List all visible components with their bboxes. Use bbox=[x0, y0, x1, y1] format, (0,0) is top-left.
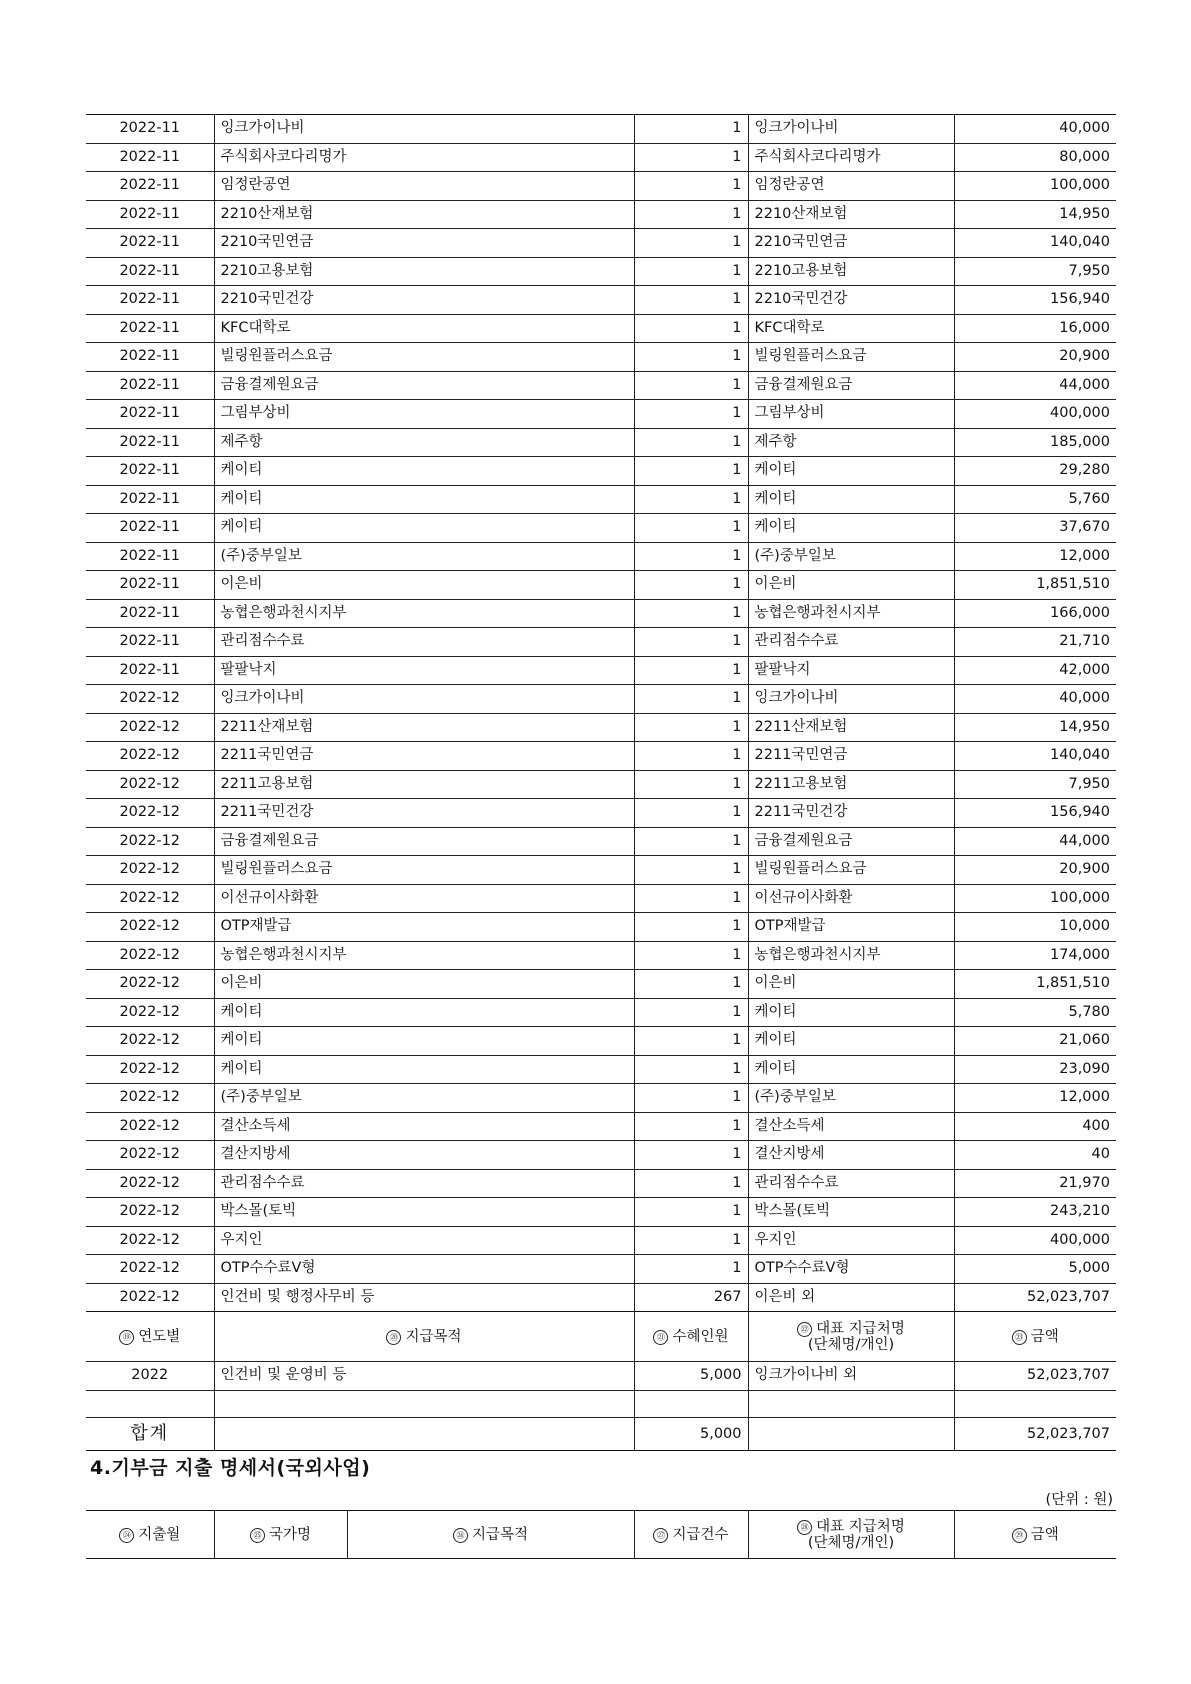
cell-count: 1 bbox=[634, 742, 748, 771]
cell-count: 1 bbox=[634, 856, 748, 885]
cell-month: 2022-11 bbox=[86, 400, 214, 429]
cell-purpose: 2210국민연금 bbox=[214, 229, 634, 258]
cell-purpose: OTP재발급 bbox=[214, 913, 634, 942]
cell-purpose: (주)중부일보 bbox=[214, 542, 634, 571]
cell-purpose: 케이티 bbox=[214, 514, 634, 543]
cell-month: 2022-12 bbox=[86, 941, 214, 970]
table-row bbox=[86, 314, 1116, 343]
cell-amount: 16,000 bbox=[954, 314, 1116, 343]
cell-count: 1 bbox=[634, 542, 748, 571]
table-row bbox=[86, 485, 1116, 514]
table-row bbox=[86, 742, 1116, 771]
cell-payee: (주)중부일보 bbox=[748, 542, 954, 571]
cell-purpose: KFC대학로 bbox=[214, 314, 634, 343]
table-row bbox=[86, 1055, 1116, 1084]
cell-amount: 156,940 bbox=[954, 799, 1116, 828]
table-row bbox=[86, 884, 1116, 913]
cell-month: 2022-12 bbox=[86, 1112, 214, 1141]
cell-purpose: 케이티 bbox=[214, 998, 634, 1027]
cell-payee: 2211국민연금 bbox=[748, 742, 954, 771]
cell-payee: 결산소득세 bbox=[748, 1112, 954, 1141]
cell-purpose: 2210산재보험 bbox=[214, 200, 634, 229]
table-row bbox=[86, 1255, 1116, 1284]
cell-amount: 21,970 bbox=[954, 1169, 1116, 1198]
table-row bbox=[86, 400, 1116, 429]
cell-amount: 400,000 bbox=[954, 400, 1116, 429]
cell-month: 2022-12 bbox=[86, 1141, 214, 1170]
table-row bbox=[86, 371, 1116, 400]
table-row bbox=[86, 913, 1116, 942]
cell-count: 1 bbox=[634, 172, 748, 201]
total-label: 합계 bbox=[86, 1418, 214, 1451]
cell-count: 1 bbox=[634, 1055, 748, 1084]
expense-rows bbox=[86, 115, 1116, 1312]
cell-amount: 44,000 bbox=[954, 827, 1116, 856]
cell-count: 1 bbox=[634, 457, 748, 486]
cell-amount: 5,000 bbox=[954, 1255, 1116, 1284]
cell-purpose: 우지인 bbox=[214, 1226, 634, 1255]
cell-payee: KFC대학로 bbox=[748, 314, 954, 343]
cell-count: 1 bbox=[634, 314, 748, 343]
cell-month: 2022-11 bbox=[86, 200, 214, 229]
cell-month: 2022-11 bbox=[86, 599, 214, 628]
cell-month: 2022-12 bbox=[86, 770, 214, 799]
cell-month: 2022-12 bbox=[86, 1055, 214, 1084]
cell-month: 2022-12 bbox=[86, 998, 214, 1027]
cell-purpose: 2211고용보험 bbox=[214, 770, 634, 799]
cell-purpose: 잉크가이나비 bbox=[214, 685, 634, 714]
cell-amount: 140,040 bbox=[954, 742, 1116, 771]
cell-count: 1 bbox=[634, 599, 748, 628]
cell-purpose: 팔팔낙지 bbox=[214, 656, 634, 685]
cell-month: 2022-12 bbox=[86, 1027, 214, 1056]
cell-purpose: 케이티 bbox=[214, 1027, 634, 1056]
marker-icon: ㉗ bbox=[653, 1528, 668, 1543]
cell-purpose: 금융결제원요금 bbox=[214, 827, 634, 856]
table-row bbox=[86, 685, 1116, 714]
cell-count: 1 bbox=[634, 1255, 748, 1284]
cell-month: 2022-12 bbox=[86, 1084, 214, 1113]
cell-amount: 100,000 bbox=[954, 172, 1116, 201]
cell-amount: 156,940 bbox=[954, 286, 1116, 315]
cell-count: 1 bbox=[634, 200, 748, 229]
cell-count: 1 bbox=[634, 970, 748, 999]
cell-month: 2022-11 bbox=[86, 514, 214, 543]
table-row bbox=[86, 1112, 1116, 1141]
cell-count: 1 bbox=[634, 913, 748, 942]
cell-count: 1 bbox=[634, 1084, 748, 1113]
cell-payee: 2210산재보험 bbox=[748, 200, 954, 229]
table-row bbox=[86, 713, 1116, 742]
cell-purpose: 2211산재보험 bbox=[214, 713, 634, 742]
table-row bbox=[86, 514, 1116, 543]
header-country: ㉕ 국가명 bbox=[214, 1511, 347, 1559]
cell-month: 2022-12 bbox=[86, 1283, 214, 1312]
cell-amount: 40,000 bbox=[954, 685, 1116, 714]
empty-row bbox=[86, 1390, 1116, 1418]
cell-month: 2022-11 bbox=[86, 428, 214, 457]
cell-amount: 29,280 bbox=[954, 457, 1116, 486]
table-row bbox=[86, 115, 1116, 144]
cell-purpose: (주)중부일보 bbox=[214, 1084, 634, 1113]
cell-amount: 1,851,510 bbox=[954, 571, 1116, 600]
cell-amount: 52,023,707 bbox=[954, 1283, 1116, 1312]
cell-month: 2022-11 bbox=[86, 343, 214, 372]
cell-purpose: 금융결제원요금 bbox=[214, 371, 634, 400]
section-4-title: 4.기부금 지출 명세서(국외사업) bbox=[90, 1457, 371, 1479]
cell-purpose: 관리점수수료 bbox=[214, 628, 634, 657]
cell-month: 2022-12 bbox=[86, 742, 214, 771]
cell-payee: 임정란공연 bbox=[748, 172, 954, 201]
cell-purpose: 그림부상비 bbox=[214, 400, 634, 429]
cell-purpose: 인건비 및 행정사무비 등 bbox=[214, 1283, 634, 1312]
cell-month: 2022-12 bbox=[86, 799, 214, 828]
cell-payee: 2211고용보험 bbox=[748, 770, 954, 799]
cell-month: 2022-11 bbox=[86, 485, 214, 514]
table-row bbox=[86, 1084, 1116, 1113]
cell-count: 1 bbox=[634, 1198, 748, 1227]
cell-payee: 결산지방세 bbox=[748, 1141, 954, 1170]
cell-payee: 2211국민건강 bbox=[748, 799, 954, 828]
cell-month: 2022-11 bbox=[86, 571, 214, 600]
marker-icon: ㉒ bbox=[797, 1322, 812, 1337]
cell-purpose: 임정란공연 bbox=[214, 172, 634, 201]
cell-payee: 박스몰(토빅 bbox=[748, 1198, 954, 1227]
cell-payee: 농협은행과천시지부 bbox=[748, 941, 954, 970]
cell-amount: 1,851,510 bbox=[954, 970, 1116, 999]
cell-amount: 14,950 bbox=[954, 200, 1116, 229]
marker-icon: ㉓ bbox=[1012, 1330, 1027, 1345]
table-row bbox=[86, 941, 1116, 970]
cell-payee: 이은비 bbox=[748, 571, 954, 600]
cell-payee: 빌링원플러스요금 bbox=[748, 856, 954, 885]
cell-payee: 이선규이사화환 bbox=[748, 884, 954, 913]
cell-amount: 40 bbox=[954, 1141, 1116, 1170]
cell-amount: 20,900 bbox=[954, 343, 1116, 372]
cell-month: 2022-11 bbox=[86, 542, 214, 571]
table-row bbox=[86, 571, 1116, 600]
cell-purpose: 빌링원플러스요금 bbox=[214, 856, 634, 885]
cell-payee: 관리점수수료 bbox=[748, 1169, 954, 1198]
yearly-beneficiaries: 5,000 bbox=[634, 1362, 748, 1391]
cell-count: 1 bbox=[634, 827, 748, 856]
cell-amount: 400,000 bbox=[954, 1226, 1116, 1255]
cell-month: 2022-11 bbox=[86, 314, 214, 343]
cell-payee: 제주항 bbox=[748, 428, 954, 457]
header-month: ㉔ 지출월 bbox=[86, 1511, 214, 1559]
cell-payee: 이은비 외 bbox=[748, 1283, 954, 1312]
cell-count: 1 bbox=[634, 115, 748, 144]
cell-amount: 174,000 bbox=[954, 941, 1116, 970]
total-row bbox=[86, 1418, 1116, 1451]
table-row bbox=[86, 856, 1116, 885]
cell-payee: 그림부상비 bbox=[748, 400, 954, 429]
cell-purpose: 농협은행과천시지부 bbox=[214, 941, 634, 970]
cell-month: 2022-11 bbox=[86, 172, 214, 201]
cell-purpose: 관리점수수료 bbox=[214, 1169, 634, 1198]
table-row bbox=[86, 656, 1116, 685]
cell-month: 2022-12 bbox=[86, 884, 214, 913]
cell-month: 2022-12 bbox=[86, 1169, 214, 1198]
cell-month: 2022-12 bbox=[86, 1255, 214, 1284]
cell-count: 1 bbox=[634, 1112, 748, 1141]
table-row bbox=[86, 542, 1116, 571]
cell-amount: 7,950 bbox=[954, 257, 1116, 286]
cell-month: 2022-12 bbox=[86, 827, 214, 856]
cell-payee: 2210국민연금 bbox=[748, 229, 954, 258]
cell-purpose: OTP수수료V형 bbox=[214, 1255, 634, 1284]
total-amount: 52,023,707 bbox=[954, 1418, 1116, 1451]
unit-label: (단위 : 원) bbox=[1045, 1492, 1113, 1508]
cell-purpose: 잉크가이나비 bbox=[214, 115, 634, 144]
marker-icon: ⑳ bbox=[386, 1330, 401, 1345]
cell-count: 1 bbox=[634, 713, 748, 742]
cell-count: 1 bbox=[634, 656, 748, 685]
marker-icon: ⑲ bbox=[119, 1330, 134, 1345]
total-beneficiaries: 5,000 bbox=[634, 1418, 748, 1451]
header-amount: ㉓ 금액 bbox=[954, 1312, 1116, 1362]
cell-purpose: 이은비 bbox=[214, 970, 634, 999]
cell-month: 2022-12 bbox=[86, 856, 214, 885]
cell-amount: 21,060 bbox=[954, 1027, 1116, 1056]
table-row bbox=[86, 257, 1116, 286]
cell-purpose: 농협은행과천시지부 bbox=[214, 599, 634, 628]
header-foreign-payee: ㉘ 대표 지급처명 (단체명/개인) bbox=[748, 1511, 954, 1559]
cell-payee: 케이티 bbox=[748, 485, 954, 514]
yearly-row bbox=[86, 1362, 1116, 1391]
table-row bbox=[86, 229, 1116, 258]
cell-month: 2022-11 bbox=[86, 257, 214, 286]
cell-payee: 케이티 bbox=[748, 1027, 954, 1056]
header-purpose: ⑳ 지급목적 bbox=[214, 1312, 634, 1362]
cell-payee: 잉크가이나비 bbox=[748, 115, 954, 144]
foreign-expense-table bbox=[86, 1510, 1116, 1559]
foreign-header-row bbox=[86, 1511, 1116, 1559]
cell-month: 2022-11 bbox=[86, 286, 214, 315]
cell-purpose: 케이티 bbox=[214, 457, 634, 486]
cell-count: 1 bbox=[634, 941, 748, 970]
cell-month: 2022-11 bbox=[86, 457, 214, 486]
cell-purpose: 케이티 bbox=[214, 1055, 634, 1084]
table-row bbox=[86, 428, 1116, 457]
marker-icon: ㉕ bbox=[250, 1528, 265, 1543]
cell-count: 1 bbox=[634, 343, 748, 372]
cell-amount: 20,900 bbox=[954, 856, 1116, 885]
cell-month: 2022-11 bbox=[86, 656, 214, 685]
cell-month: 2022-12 bbox=[86, 913, 214, 942]
yearly-purpose: 인건비 및 운영비 등 bbox=[214, 1362, 634, 1391]
cell-purpose: 빌링원플러스요금 bbox=[214, 343, 634, 372]
cell-payee: 잉크가이나비 bbox=[748, 685, 954, 714]
cell-amount: 400 bbox=[954, 1112, 1116, 1141]
cell-month: 2022-12 bbox=[86, 1198, 214, 1227]
cell-month: 2022-11 bbox=[86, 229, 214, 258]
cell-amount: 80,000 bbox=[954, 143, 1116, 172]
cell-purpose: 이은비 bbox=[214, 571, 634, 600]
cell-count: 1 bbox=[634, 257, 748, 286]
table-row bbox=[86, 1283, 1116, 1312]
cell-purpose: 결산지방세 bbox=[214, 1141, 634, 1170]
cell-count: 1 bbox=[634, 143, 748, 172]
cell-count: 1 bbox=[634, 514, 748, 543]
yearly-year: 2022 bbox=[86, 1362, 214, 1391]
cell-payee: 이은비 bbox=[748, 970, 954, 999]
cell-count: 1 bbox=[634, 685, 748, 714]
header-foreign-amount: ㉙ 금액 bbox=[954, 1511, 1116, 1559]
cell-purpose: 주식회사코다리명가 bbox=[214, 143, 634, 172]
cell-count: 1 bbox=[634, 1169, 748, 1198]
cell-count: 1 bbox=[634, 770, 748, 799]
cell-payee: 케이티 bbox=[748, 514, 954, 543]
domestic-expense-table bbox=[86, 114, 1116, 1451]
cell-month: 2022-11 bbox=[86, 371, 214, 400]
cell-amount: 42,000 bbox=[954, 656, 1116, 685]
table-row bbox=[86, 1141, 1116, 1170]
cell-amount: 166,000 bbox=[954, 599, 1116, 628]
marker-icon: ㉙ bbox=[1012, 1528, 1027, 1543]
cell-payee: 케이티 bbox=[748, 998, 954, 1027]
cell-purpose: 2210고용보험 bbox=[214, 257, 634, 286]
cell-count: 1 bbox=[634, 286, 748, 315]
expense-detail-sheet bbox=[86, 114, 1116, 1451]
cell-amount: 21,710 bbox=[954, 628, 1116, 657]
header-count: ㉗ 지급건수 bbox=[634, 1511, 748, 1559]
table-row bbox=[86, 1027, 1116, 1056]
cell-purpose: 박스몰(토빅 bbox=[214, 1198, 634, 1227]
marker-icon: ㉘ bbox=[797, 1520, 812, 1535]
cell-amount: 7,950 bbox=[954, 770, 1116, 799]
table-row bbox=[86, 628, 1116, 657]
cell-purpose: 2211국민연금 bbox=[214, 742, 634, 771]
cell-payee: 금융결제원요금 bbox=[748, 827, 954, 856]
table-row bbox=[86, 1226, 1116, 1255]
cell-count: 1 bbox=[634, 571, 748, 600]
cell-count: 1 bbox=[634, 400, 748, 429]
cell-amount: 5,780 bbox=[954, 998, 1116, 1027]
cell-amount: 12,000 bbox=[954, 1084, 1116, 1113]
cell-purpose: 2211국민건강 bbox=[214, 799, 634, 828]
yearly-payee: 잉크가이나비 외 bbox=[748, 1362, 954, 1391]
cell-amount: 37,670 bbox=[954, 514, 1116, 543]
cell-payee: 빌링원플러스요금 bbox=[748, 343, 954, 372]
cell-month: 2022-12 bbox=[86, 713, 214, 742]
cell-count: 1 bbox=[634, 628, 748, 657]
cell-count: 1 bbox=[634, 1027, 748, 1056]
cell-amount: 40,000 bbox=[954, 115, 1116, 144]
cell-amount: 44,000 bbox=[954, 371, 1116, 400]
cell-payee: OTP수수료V형 bbox=[748, 1255, 954, 1284]
cell-payee: 팔팔낙지 bbox=[748, 656, 954, 685]
cell-amount: 185,000 bbox=[954, 428, 1116, 457]
table-row bbox=[86, 457, 1116, 486]
cell-count: 267 bbox=[634, 1283, 748, 1312]
table-row bbox=[86, 827, 1116, 856]
header-foreign-purpose: ㉖ 지급목적 bbox=[347, 1511, 634, 1559]
cell-payee: 농협은행과천시지부 bbox=[748, 599, 954, 628]
cell-count: 1 bbox=[634, 1226, 748, 1255]
cell-month: 2022-12 bbox=[86, 685, 214, 714]
cell-count: 1 bbox=[634, 428, 748, 457]
cell-month: 2022-11 bbox=[86, 115, 214, 144]
cell-count: 1 bbox=[634, 998, 748, 1027]
cell-count: 1 bbox=[634, 884, 748, 913]
cell-month: 2022-12 bbox=[86, 970, 214, 999]
header-payee: ㉒ 대표 지급처명 (단체명/개인) bbox=[748, 1312, 954, 1362]
yearly-amount: 52,023,707 bbox=[954, 1362, 1116, 1391]
cell-purpose: 2210국민건강 bbox=[214, 286, 634, 315]
cell-count: 1 bbox=[634, 1141, 748, 1170]
cell-amount: 14,950 bbox=[954, 713, 1116, 742]
cell-amount: 100,000 bbox=[954, 884, 1116, 913]
table-row bbox=[86, 770, 1116, 799]
table-row bbox=[86, 200, 1116, 229]
cell-payee: OTP재발급 bbox=[748, 913, 954, 942]
cell-purpose: 이선규이사화환 bbox=[214, 884, 634, 913]
table-row bbox=[86, 799, 1116, 828]
table-row bbox=[86, 286, 1116, 315]
table-row bbox=[86, 172, 1116, 201]
table-row bbox=[86, 970, 1116, 999]
cell-purpose: 제주항 bbox=[214, 428, 634, 457]
table-row bbox=[86, 343, 1116, 372]
cell-amount: 243,210 bbox=[954, 1198, 1116, 1227]
marker-icon: ㉔ bbox=[119, 1528, 134, 1543]
yearly-header-row bbox=[86, 1312, 1116, 1362]
cell-amount: 5,760 bbox=[954, 485, 1116, 514]
marker-icon: ㉖ bbox=[453, 1528, 468, 1543]
table-row bbox=[86, 998, 1116, 1027]
cell-payee: 2210국민건강 bbox=[748, 286, 954, 315]
cell-month: 2022-11 bbox=[86, 628, 214, 657]
cell-payee: 2210고용보험 bbox=[748, 257, 954, 286]
cell-purpose: 결산소득세 bbox=[214, 1112, 634, 1141]
cell-payee: 2211산재보험 bbox=[748, 713, 954, 742]
marker-icon: ㉑ bbox=[653, 1330, 668, 1345]
cell-amount: 23,090 bbox=[954, 1055, 1116, 1084]
header-year: ⑲ 연도별 bbox=[86, 1312, 214, 1362]
cell-count: 1 bbox=[634, 229, 748, 258]
cell-payee: 금융결제원요금 bbox=[748, 371, 954, 400]
table-row bbox=[86, 1198, 1116, 1227]
table-row bbox=[86, 143, 1116, 172]
table-row bbox=[86, 1169, 1116, 1198]
header-beneficiaries: ㉑ 수혜인원 bbox=[634, 1312, 748, 1362]
cell-payee: 관리점수수료 bbox=[748, 628, 954, 657]
cell-month: 2022-12 bbox=[86, 1226, 214, 1255]
cell-month: 2022-11 bbox=[86, 143, 214, 172]
cell-payee: 주식회사코다리명가 bbox=[748, 143, 954, 172]
cell-amount: 140,040 bbox=[954, 229, 1116, 258]
cell-payee: 케이티 bbox=[748, 1055, 954, 1084]
table-row bbox=[86, 599, 1116, 628]
cell-payee: 케이티 bbox=[748, 457, 954, 486]
cell-payee: (주)중부일보 bbox=[748, 1084, 954, 1113]
cell-amount: 12,000 bbox=[954, 542, 1116, 571]
cell-count: 1 bbox=[634, 371, 748, 400]
cell-purpose: 케이티 bbox=[214, 485, 634, 514]
cell-payee: 우지인 bbox=[748, 1226, 954, 1255]
cell-count: 1 bbox=[634, 485, 748, 514]
cell-count: 1 bbox=[634, 799, 748, 828]
cell-amount: 10,000 bbox=[954, 913, 1116, 942]
